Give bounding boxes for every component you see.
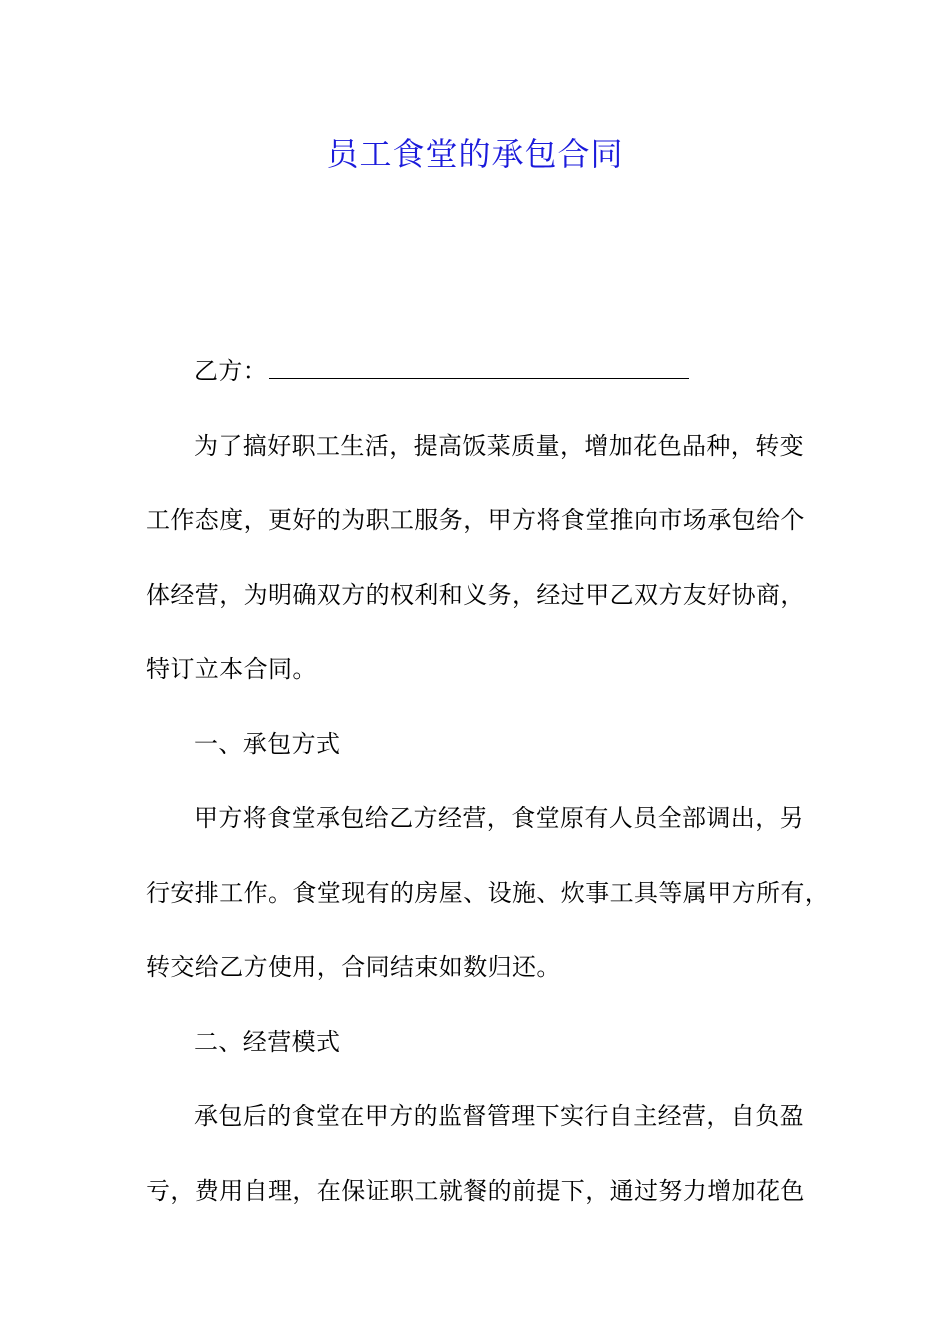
document-body: [146, 334, 836, 1228]
section1-line-1: 甲方将食堂承包给乙方经营，食堂原有人员全部调出，另: [194, 804, 804, 832]
party-b-label: 乙方：: [194, 357, 268, 385]
intro-line-1: 为了搞好职工生活，提高饭菜质量，增加花色品种，转变: [194, 431, 804, 460]
document-title: 员工食堂的承包合同: [326, 135, 624, 173]
party-b-line: [146, 334, 836, 409]
section1-line-2: 行安排工作。食堂现有的房屋、设施、炊事工具等属甲方所有，: [146, 878, 830, 907]
intro-line-2: 工作态度，更好的为职工服务，甲方将食堂推向市场承包给个: [146, 506, 805, 534]
party-b-blank: [269, 356, 689, 379]
intro-line-4: 特订立本合同。: [146, 655, 317, 683]
section2-line-2: 亏，费用自理，在保证职工就餐的前提下，通过努力增加花色: [146, 1176, 805, 1205]
intro-line-3: 体经营，为明确双方的权利和义务，经过甲乙双方友好协商，: [146, 580, 805, 609]
section2-line-1: 承包后的食堂在甲方的监督管理下实行自主经营，自负盈: [194, 1102, 804, 1130]
section1-heading: 一、承包方式: [194, 729, 341, 758]
section1-line-3: 转交给乙方使用，合同结束如数归还。: [146, 953, 561, 981]
section2-heading: 二、经营模式: [194, 1027, 341, 1056]
